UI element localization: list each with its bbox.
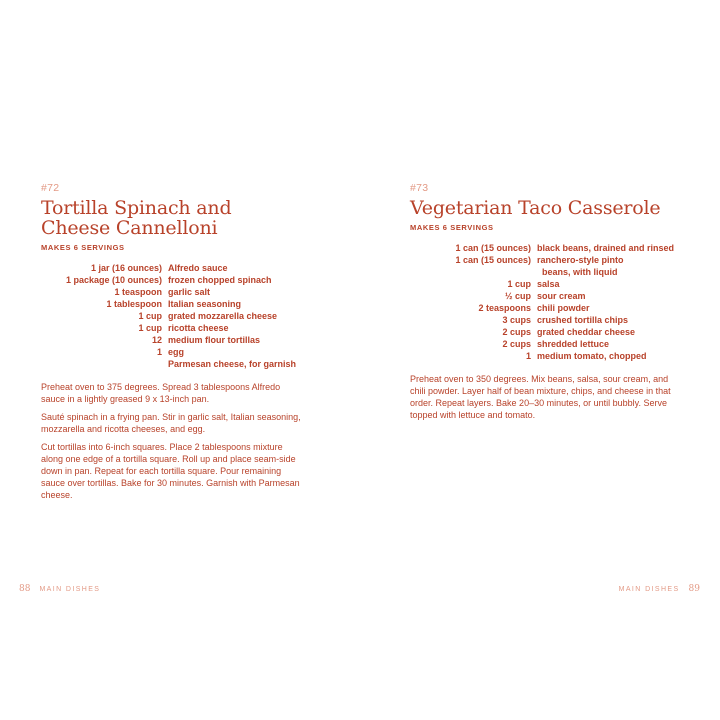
ingredient-item: garlic salt (168, 287, 211, 297)
ingredient-item: medium tomato, chopped (537, 351, 647, 361)
directions (410, 373, 672, 421)
recipe-72 (41, 182, 303, 507)
ingredient-row (41, 322, 303, 334)
ingredient-row (41, 286, 303, 298)
recipe-title (41, 198, 303, 238)
ingredient-row (410, 326, 672, 338)
ingredient-qty: 3 cups (502, 315, 531, 325)
ingredient-qty: 1 package (10 ounces) (65, 275, 162, 285)
servings: MAKES 6 SERVINGS (41, 243, 125, 252)
ingredient-qty: 1 cup (138, 311, 162, 321)
ingredient-qty: 1 tablespoon (106, 299, 162, 309)
ingredient-item: grated mozzarella cheese (168, 311, 278, 321)
ingredient-qty: 2 teaspoons (478, 303, 531, 313)
recipe-title: Vegetarian Taco Casserole (410, 197, 661, 219)
ingredient-list (410, 242, 675, 362)
recipe-number: #73 (410, 182, 429, 194)
ingredient-item (537, 254, 677, 278)
section-label: MAIN DISHES (618, 586, 680, 593)
ingredient-qty: 1 can (15 ounces) (455, 243, 531, 253)
ingredient-row (410, 278, 672, 290)
ingredient-row (410, 254, 672, 278)
ingredient-row (41, 346, 303, 358)
ingredient-row (41, 298, 303, 310)
ingredient-qty: 1 can (15 ounces) (455, 255, 531, 265)
recipe-73 (410, 182, 675, 427)
ingredient-item: sour cream (537, 291, 586, 301)
recipe-title-line2: Cheese Cannelloni (41, 217, 218, 239)
ingredient-item: chili powder (537, 303, 590, 313)
page-footer (619, 584, 700, 594)
ingredient-qty: 2 cups (502, 327, 531, 337)
section-label: MAIN DISHES (39, 586, 101, 593)
ingredient-item-line1: ranchero-style pinto (537, 255, 624, 265)
ingredient-row (410, 302, 672, 314)
ingredient-row (41, 310, 303, 322)
servings: MAKES 6 SERVINGS (410, 223, 494, 232)
ingredient-item: egg (168, 347, 185, 357)
directions (41, 381, 303, 501)
ingredient-item: salsa (537, 279, 560, 289)
direction-paragraph: Sauté spinach in a frying pan. Stir in garlic salt, Italian seasoning, mozzarella and ricotta cheeses, and egg. (41, 412, 301, 434)
ingredient-item: crushed tortilla chips (537, 315, 629, 325)
ingredient-item: medium flour tortillas (168, 335, 261, 345)
ingredient-row (410, 350, 672, 362)
ingredient-item-line2: beans, with liquid (542, 267, 618, 277)
ingredient-item: black beans, drained and rinsed (537, 243, 675, 253)
ingredient-row (410, 290, 672, 302)
ingredient-row (41, 262, 303, 274)
ingredient-item: ricotta cheese (168, 323, 229, 333)
direction-paragraph: Cut tortillas into 6-inch squares. Place 2 tablespoons mixture along one edge of a tortilla square. Roll up and place seam-side down in pan. Repeat for each tortilla square. Pour remaining sauce over tortillas. Bake for 30 minutes. Garnish with Parmesan cheese. (41, 442, 300, 500)
page-number: 88 (19, 584, 31, 594)
ingredient-qty: ½ cup (504, 291, 531, 301)
recipe-number: #72 (41, 182, 60, 194)
ingredient-qty: 2 cups (502, 339, 531, 349)
ingredient-qty: 1 teaspoon (114, 287, 162, 297)
direction-paragraph: Preheat oven to 375 degrees. Spread 3 tablespoons Alfredo sauce in a lightly greased 9 x 13-inch pan. (41, 382, 281, 404)
ingredient-row (41, 358, 303, 370)
ingredient-qty: 1 (156, 347, 162, 357)
page-footer (19, 584, 100, 594)
page-number: 89 (688, 584, 700, 594)
ingredient-item: Parmesan cheese, for garnish (168, 359, 297, 369)
ingredient-item: Alfredo sauce (168, 263, 228, 273)
ingredient-qty: 1 cup (507, 279, 531, 289)
ingredient-row (41, 274, 303, 286)
ingredient-item: shredded lettuce (537, 339, 610, 349)
ingredient-row (410, 314, 672, 326)
ingredient-qty (41, 358, 168, 370)
ingredient-list (41, 262, 303, 370)
right-page (360, 0, 720, 720)
ingredient-row (410, 338, 672, 350)
ingredient-item: frozen chopped spinach (168, 275, 272, 285)
recipe-title-line1: Tortilla Spinach and (41, 197, 232, 219)
ingredient-row (410, 242, 675, 254)
ingredient-qty: 1 (525, 351, 531, 361)
ingredient-qty: 1 jar (16 ounces) (90, 263, 162, 273)
ingredient-item: grated cheddar cheese (537, 327, 636, 337)
ingredient-qty: 12 (151, 335, 162, 345)
direction-paragraph: Preheat oven to 350 degrees. Mix beans, salsa, sour cream, and chili powder. Layer half of bean mixture, chips, and cheese in that order. Repeat layers. Bake 20–30 minutes, or until bubbly. Serve topped with lettuce and tomato. (410, 374, 671, 420)
ingredient-qty: 1 cup (138, 323, 162, 333)
ingredient-row (41, 334, 303, 346)
ingredient-item: Italian seasoning (168, 299, 242, 309)
